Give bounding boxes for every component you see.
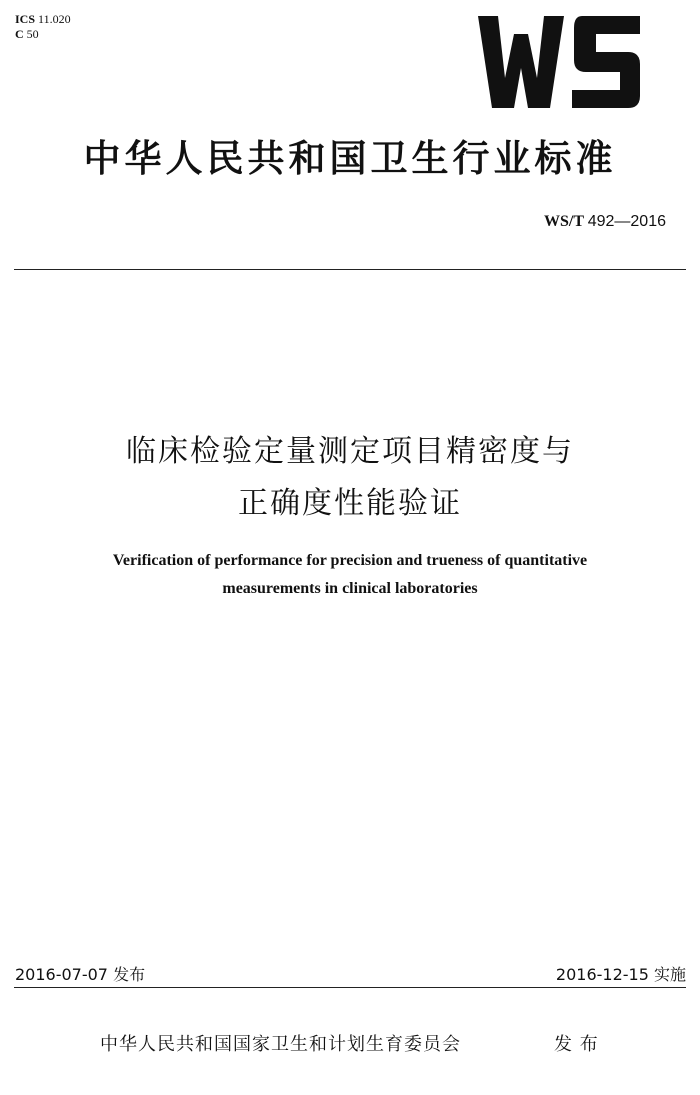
- issuer-name: 中华人民共和国国家卫生和计划生育委员会: [100, 1034, 461, 1055]
- ccs-line: [15, 27, 71, 42]
- ws-logo-icon: [478, 16, 640, 108]
- en-title-line2: measurements in clinical laboratories: [222, 580, 478, 597]
- standard-prefix: WS/T: [543, 213, 584, 230]
- standard-number: [544, 213, 666, 231]
- classification-block: [15, 12, 71, 42]
- cn-title-line2: 正确度性能验证: [238, 486, 462, 521]
- bottom-divider: [14, 987, 686, 988]
- standard-number-value: 492—2016: [587, 213, 666, 230]
- implement-date: 2016-12-15 实施: [555, 965, 686, 984]
- issuer-action: 发 布: [554, 1034, 599, 1055]
- ics-line: [15, 12, 71, 27]
- ccs-label: C: [15, 27, 24, 41]
- cn-title-line1: 临床检验定量测定项目精密度与: [126, 434, 574, 469]
- top-divider: [14, 269, 686, 270]
- en-title-line1: Verification of performance for precision and trueness of quantitative: [112, 552, 588, 569]
- ics-code: 11.020: [38, 12, 71, 26]
- issue-date: 2016-07-07 发布: [15, 965, 146, 984]
- ics-label: ICS: [15, 12, 36, 26]
- org-title: 中华人民共和国卫生行业标准: [83, 137, 617, 180]
- en-title: [30, 547, 670, 603]
- ccs-code: 50: [26, 27, 39, 41]
